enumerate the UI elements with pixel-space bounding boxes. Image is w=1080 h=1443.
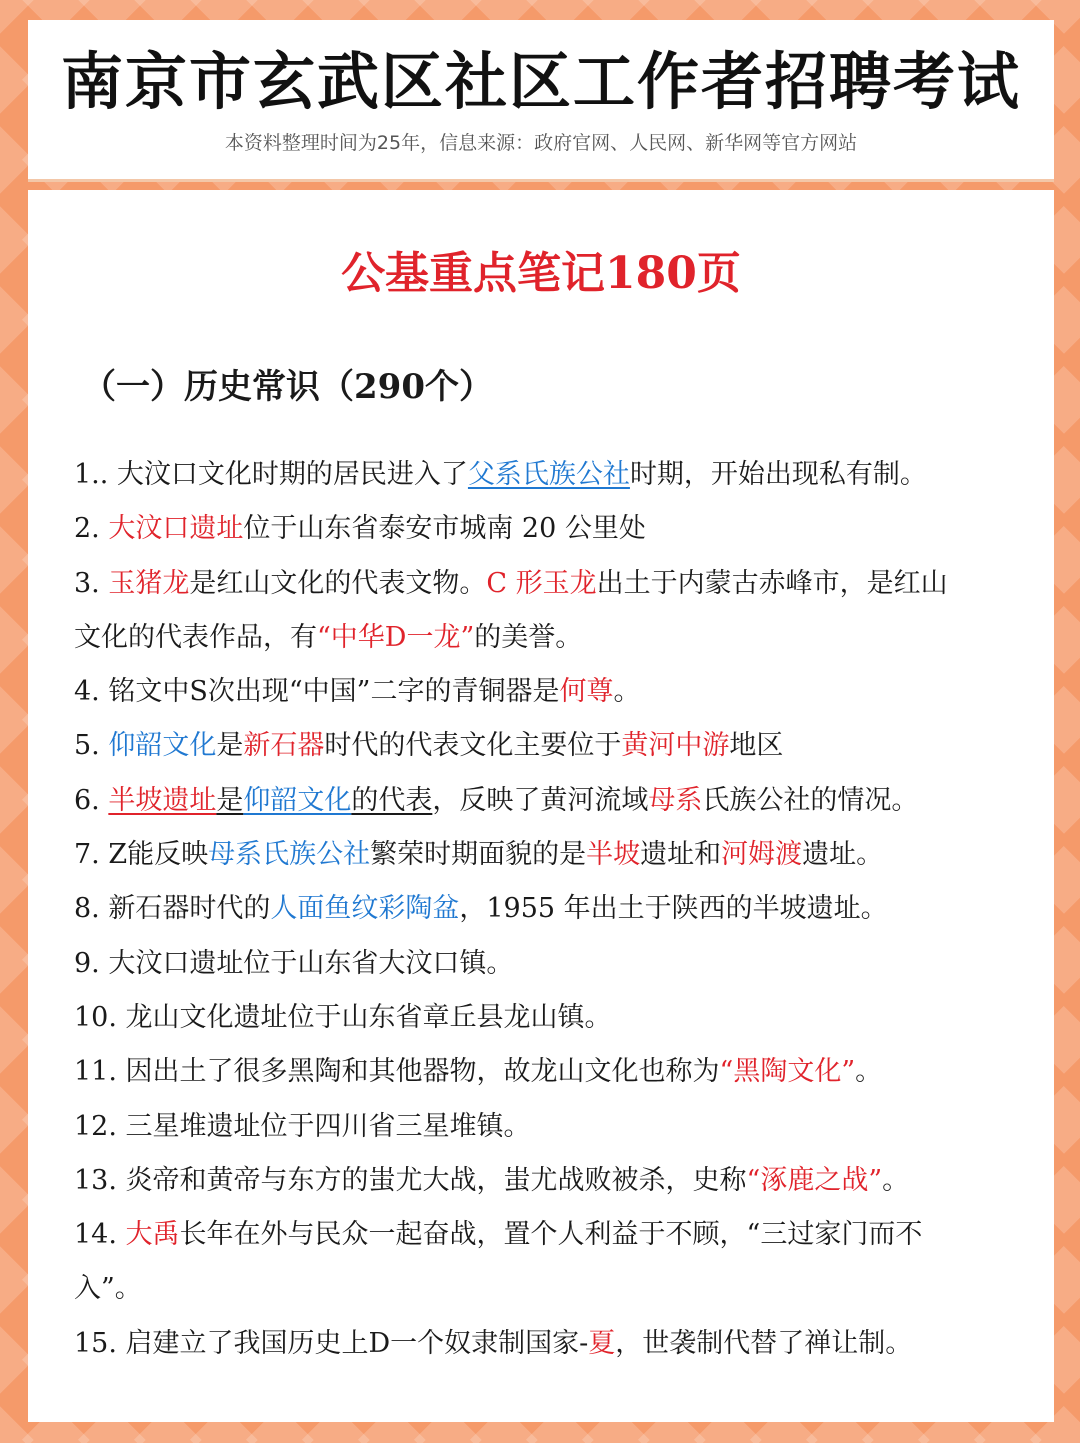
highlight-blue: 仰韶文化: [243, 784, 352, 816]
highlight-blue: 母系氏族公社: [208, 839, 371, 871]
note-text: ，反映了黄河流域: [432, 784, 649, 816]
note-line: [74, 1045, 1008, 1099]
highlight-blue: 仰韶文化: [108, 730, 217, 762]
note-line: [74, 1100, 1008, 1154]
content-card: [28, 190, 1054, 1422]
note-text: 繁荣时期面貌的是: [370, 839, 587, 871]
note-line: [74, 1208, 1008, 1262]
note-text: 长年在外与民众一起奋战，置个人利益于不顾，“三过家门而不: [179, 1219, 923, 1251]
highlight-red: 大汶口遗址: [108, 513, 244, 545]
note-text: 时期，开始出现私有制。: [629, 459, 927, 490]
note-line: [74, 1262, 1008, 1316]
highlight-red: “中华D一龙”: [317, 621, 475, 653]
note-text: 出土于内蒙古赤峰市，是红山: [596, 567, 948, 599]
note-line: [74, 774, 1008, 828]
note-line: [74, 937, 1008, 991]
note-text: 2.: [74, 513, 109, 545]
header-banner: [28, 20, 1054, 182]
note-text: 。: [882, 1164, 910, 1196]
highlight-blue: 人面鱼纹彩陶盆: [270, 893, 460, 925]
note-text: 6.: [74, 784, 109, 816]
note-text: 。: [855, 1056, 883, 1088]
page-title: 南京市玄武区社区工作者招聘考试: [60, 45, 1021, 118]
highlight-red: 河姆渡: [721, 839, 803, 871]
note-line: [74, 1154, 1008, 1208]
document-title: 公基重点笔记180页: [341, 248, 741, 299]
notes-list: [74, 448, 1008, 1371]
note-line: [74, 828, 1008, 882]
note-text: 1.. 大汶口文化时期的居民进入了: [74, 459, 468, 490]
note-text: 是: [216, 784, 244, 816]
highlight-red: “黑陶文化”: [719, 1056, 856, 1088]
note-text: 10. 龙山文化遗址位于山东省章丘县龙山镇。: [74, 1001, 612, 1033]
note-text: 3.: [74, 567, 109, 599]
note-text: 时代的代表文化主要位于: [324, 730, 622, 762]
highlight-red: 大禹: [125, 1219, 180, 1251]
highlight-red: 母系: [648, 784, 703, 816]
note-text: 5.: [74, 730, 109, 762]
note-text: 的代表: [351, 784, 433, 816]
note-text: 。: [613, 676, 641, 708]
note-text: 遗址。: [802, 839, 884, 871]
highlight-red: 黄河中游: [621, 730, 730, 762]
note-text: 位于山东省泰安市城南 20 公里处: [243, 513, 646, 545]
note-text: ，世袭制代替了禅让制。: [615, 1327, 913, 1359]
source-note: 本资料整理时间为25年，信息来源：政府官网、人民网、新华网等官方网站: [224, 132, 858, 154]
note-text: ，1955 年出土于陕西的半坡遗址。: [459, 893, 888, 925]
highlight-red: 夏: [588, 1327, 616, 1359]
note-text: 是红山文化的代表文物。: [189, 567, 487, 599]
note-line: [74, 991, 1008, 1045]
highlight-red: “涿鹿之战”: [746, 1164, 883, 1196]
note-text: 9. 大汶口遗址位于山东省大汶口镇。: [74, 947, 514, 979]
highlight-red: 何尊: [559, 676, 614, 708]
note-line: [74, 448, 1008, 502]
note-line: [74, 611, 1008, 665]
note-line: [74, 719, 1008, 773]
note-text: 氏族公社的情况。: [702, 784, 919, 816]
note-text: 地区: [729, 730, 784, 762]
note-text: 7. Z能反映: [74, 839, 209, 871]
note-text: 是: [216, 730, 244, 762]
note-text: 15. 启建立了我国历史上D一个奴隶制国家-: [74, 1327, 589, 1359]
note-text: 14.: [74, 1219, 126, 1251]
highlight-blue: 父系氏族公社: [467, 459, 630, 490]
note-line: [74, 502, 1008, 556]
note-line: [74, 1317, 1008, 1371]
note-text: 12. 三星堆遗址位于四川省三星堆镇。: [74, 1110, 531, 1142]
note-text: 入”。: [74, 1273, 142, 1305]
note-text: 11. 因出土了很多黑陶和其他器物，故龙山文化也称为: [74, 1056, 720, 1088]
note-line: [74, 882, 1008, 936]
note-line: [74, 557, 1008, 611]
highlight-red: C 形玉龙: [486, 567, 597, 599]
note-text: 4. 铭文中S次出现“中国”二字的青铜器是: [74, 676, 560, 708]
note-text: 13. 炎帝和黄帝与东方的蚩尤大战，蚩尤战败被杀，史称: [74, 1164, 747, 1196]
section-heading: （一）历史常识（290个）: [82, 367, 493, 407]
highlight-red: 半坡: [586, 839, 641, 871]
highlight-red: 新石器: [243, 730, 325, 762]
note-text: 的美誉。: [474, 621, 583, 653]
note-text: 文化的代表作品，有: [74, 621, 317, 653]
note-text: 遗址和: [640, 839, 722, 871]
highlight-red: 半坡遗址: [108, 784, 217, 816]
note-line: [74, 665, 1008, 719]
note-text: 8. 新石器时代的: [74, 893, 271, 925]
highlight-red: 玉猪龙: [108, 567, 190, 599]
